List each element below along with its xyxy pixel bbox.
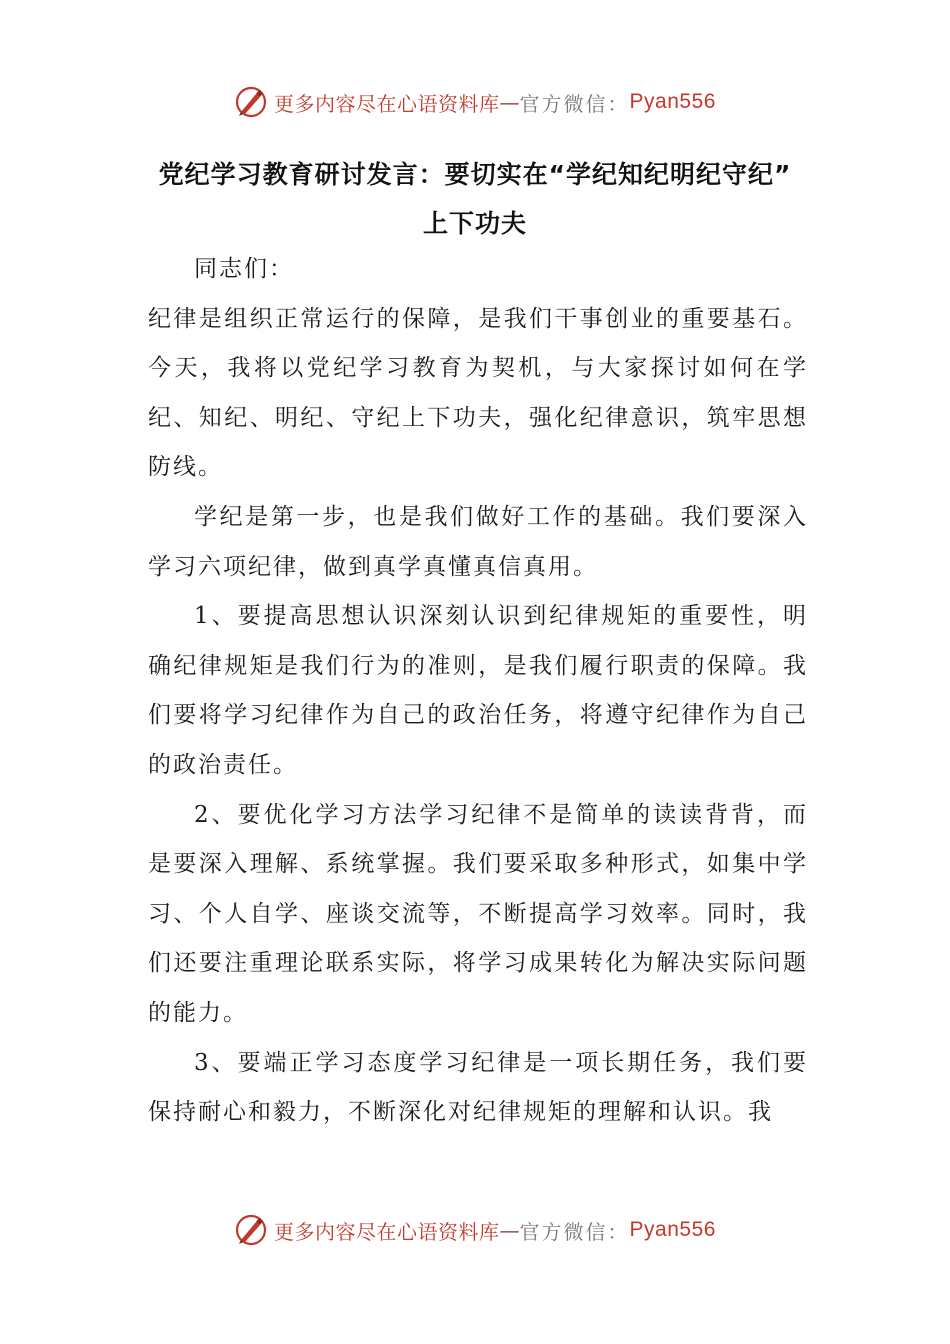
document-title-line-1: 党纪学习教育研讨发言：要切实在“学纪知纪明纪守纪” [158,160,792,189]
footer-watermark-banner [0,1210,950,1250]
banner-wechat-label: 官方微信： [519,1219,630,1244]
banner-dash: — [499,90,520,114]
banner-site-text: 更多内容尽在心语资料库 [274,1219,500,1244]
banner-wechat-id: Pyan556 [629,90,716,113]
banner-site-text: 更多内容尽在心语资料库 [274,91,500,116]
banner-wechat-id: Pyan556 [629,1218,716,1241]
document-title-line-2: 上下功夫 [422,209,527,238]
paragraph-1: 纪律是组织正常运行的保障，是我们干事创业的重要基石。今天，我将以党纪学习教育为契机，与大家探讨如何在学纪、知纪、明纪、守纪上下功夫，强化纪律意识，筑牢思想防线。 [148,305,808,481]
salutation: 同志们： [194,256,294,282]
banner-wechat-label: 官方微信： [519,91,630,116]
pen-logo-icon [234,85,268,119]
paragraph-4: 2、要优化学习方法学习纪律不是简单的读读背背，而是要深入理解、系统掌握。我们要采取多种形式，如集中学习、个人自学、座谈交流等，不断提高学习效率。同时，我们还要注重理论联系实际，将学习成果转化为解决实际问题的能力。 [148,801,808,1026]
document-body [148,245,808,1138]
paragraph-3: 1、要提高思想认识深刻认识到纪律规矩的重要性，明确纪律规矩是我们行为的准则，是我们履行职责的保障。我们要将学习纪律作为自己的政治任务，将遵守纪律作为自己的政治责任。 [148,603,808,778]
pen-logo-icon [234,1213,268,1247]
paragraph-5: 3、要端正学习态度学习纪律是一项长期任务，我们要保持耐心和毅力，不断深化对纪律规矩的理解和认识。我 [148,1049,808,1126]
paragraph-2: 学纪是第一步，也是我们做好工作的基础。我们要深入学习六项纪律，做到真学真懂真信真用。 [148,503,808,580]
header-watermark-banner [0,82,950,122]
banner-dash: — [499,1218,520,1242]
